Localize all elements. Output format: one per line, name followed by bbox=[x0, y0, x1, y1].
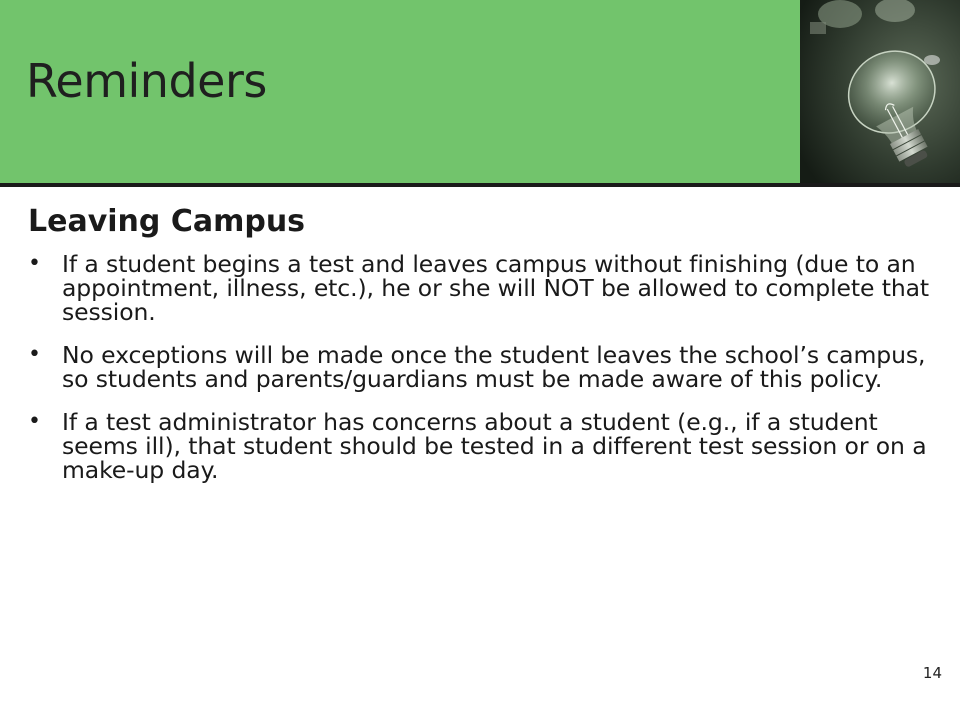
bullet-icon: • bbox=[28, 409, 41, 434]
bullet-text: No exceptions will be made once the student leaves the school’s campus, so students and parents/guardians must be made aware of this policy. bbox=[62, 341, 926, 393]
page-number: 14 bbox=[922, 664, 942, 682]
list-item bbox=[28, 343, 933, 391]
lightbulbs-photo bbox=[800, 0, 960, 184]
slide-title: Reminders bbox=[26, 54, 267, 108]
list-item bbox=[28, 252, 933, 324]
bullet-text: If a student begins a test and leaves campus without finishing (due to an appointment, illness, etc.), he or she will NOT be allowed to complete that session. bbox=[62, 250, 930, 326]
bullet-text: If a test administrator has concerns about a student (e.g., if a student seems ill), that student should be tested in a different test session or on a make-up day. bbox=[62, 408, 927, 484]
list-item bbox=[28, 410, 933, 482]
slide-header bbox=[0, 0, 960, 184]
bullet-list bbox=[28, 252, 933, 501]
header-divider bbox=[0, 183, 960, 187]
bullet-icon: • bbox=[28, 342, 41, 367]
section-heading: Leaving Campus bbox=[28, 204, 306, 239]
bullet-icon: • bbox=[28, 251, 41, 276]
